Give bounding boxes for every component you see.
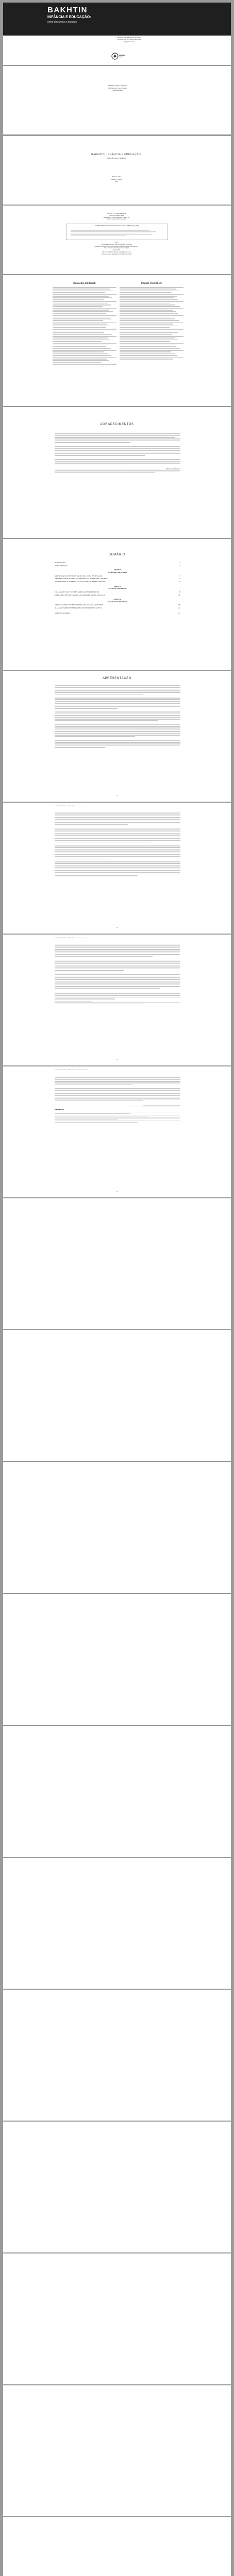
footnote — [55, 1001, 180, 1004]
toc-entry[interactable] — [55, 578, 180, 580]
toc-entry-page: 85 — [178, 590, 180, 593]
page-number: 11 — [116, 794, 118, 796]
toc-part-title: INFÂNCIAS E PRÁTICAS — [108, 600, 127, 603]
blank-page — [3, 2517, 231, 2576]
toc-entry[interactable] — [55, 612, 180, 615]
blank-page — [3, 1330, 231, 1461]
toc-entry[interactable] — [55, 575, 180, 578]
toc-entry[interactable] — [55, 604, 180, 606]
blank-page — [3, 1198, 231, 1329]
book-subtitle: entre discursos e práticas — [107, 157, 126, 159]
reference-item — [55, 1117, 180, 1120]
copyright-line: Diagramação e Capa: Designers da Editora CRV — [103, 216, 130, 218]
cover-subtitle-2: entre discursos e práticas — [47, 21, 77, 24]
editorial-council-title: Conselho Editorial: — [73, 282, 96, 285]
editorial-council — [53, 282, 116, 367]
toc-part-label: PARTE III — [113, 598, 122, 601]
copyright-foot-line: Proibida a reprodução parcial ou total desta obra sem autorização da Editora CRV — [94, 245, 139, 247]
copyright-foot-line: 2016 — [115, 242, 118, 243]
copyright-foot — [70, 242, 163, 256]
reference-item — [55, 1115, 180, 1117]
toc-part — [55, 569, 180, 573]
toc-entry-page: 17 — [178, 574, 180, 577]
toc-entry-page: 41 — [178, 578, 180, 580]
toc-entry-page: 107 — [178, 594, 180, 596]
page-body — [55, 943, 180, 1005]
toc-entry-page: 11 — [178, 562, 180, 564]
half-title-line: Willington da Costa Pinheiro — [108, 87, 127, 89]
blank-page — [3, 1462, 231, 1593]
copyright-line: Copyright © da Editora CRV Ltda. — [107, 213, 126, 214]
cover-editors — [104, 37, 155, 43]
toc-entry-title: A INFÂNCIA E OS SENTIDOS DO ATO DE LER NA INSTITUIÇÃO — [55, 574, 103, 577]
reference-item — [55, 1121, 180, 1123]
author-block — [55, 1105, 180, 1107]
running-head: BAKHTIN, INFÂNCIA E EDUCAÇÃO: entre discursos e práticas — [55, 1069, 88, 1071]
blank-page — [3, 1594, 231, 1725]
copyright-foot-line: Foi feito o depósito legal conf. Lei 10.994 de 14/12/2004 — [101, 243, 132, 245]
page-number: 13 — [116, 1058, 118, 1060]
blank-page — [3, 1990, 231, 2121]
page-body — [55, 811, 180, 877]
toc-entry-page: 151 — [178, 607, 180, 609]
toc-entry-title: A LINGUAGEM DO SUJEITO-CRIANÇA NA EDUCAÇÃO INFANTIL — [55, 604, 104, 606]
toc-title: SUMÁRIO — [108, 553, 126, 556]
blank-page — [3, 2253, 231, 2384]
copyright-foot-line: Tel.: (41) 3039-6418 - E-mail: sac@editoracrv.com.br — [102, 251, 131, 253]
book-page — [3, 935, 231, 1065]
half-title-line: Michelle Araujo de Oliveira — [108, 84, 127, 87]
toc-entry-title: CRIANÇAS E SUAS ESCRITAS: AS RELAÇÕES DIALÓGICAS — [55, 590, 99, 593]
toc-part — [55, 598, 180, 603]
book-page — [3, 803, 231, 934]
presentation-page — [3, 671, 231, 802]
half-title-page — [3, 66, 231, 134]
publisher-logo-icon — [110, 52, 126, 60]
cip-box — [66, 224, 168, 240]
page-body — [55, 1075, 180, 1124]
imprint-year: 2016 — [114, 180, 119, 183]
toc-list — [55, 562, 180, 615]
copyright-head — [70, 213, 163, 221]
imprint-place: Curitiba - Brasil — [111, 178, 122, 180]
cip-title: DADOS INTERNACIONAIS DE CATALOGAÇÃO NA PUBLICAÇÃO (CIP) — [95, 225, 139, 227]
toc-entry[interactable] — [55, 591, 180, 594]
scientific-committee-title: Comitê Científico: — [141, 282, 162, 285]
blank-page — [3, 2385, 231, 2516]
toc-part-label: PARTE I — [114, 569, 121, 571]
toc-entry[interactable] — [55, 607, 180, 609]
imprint-publisher: Editora CRV — [112, 176, 121, 178]
cover-page — [3, 3, 231, 65]
toc-entry[interactable] — [55, 581, 180, 583]
acknowledgements-signature — [137, 468, 180, 470]
toc-entry-title: O DISCURSO DO PROFESSOR E A ALTERIDADE NA SALA DE AULA — [55, 594, 105, 596]
toc-entry-title: ARQUITETÔNICA DA ENUNCIAÇÃO NAS PRÁTICAS DISCURSIVAS — [55, 581, 105, 583]
toc-entry-title: INTRODUÇÃO — [55, 562, 66, 564]
scientific-committee-list — [120, 287, 183, 360]
half-title-block — [91, 84, 144, 92]
copyright-page — [3, 206, 231, 274]
cover-title: BAKHTIN — [47, 6, 88, 14]
references-title: Referências — [55, 1108, 64, 1111]
cover-editor: WILLINGTON DA COSTA PINHEIRO — [117, 38, 142, 41]
book-title: BAKHTIN, INFÂNCIA E EDUCAÇÃO: — [91, 153, 142, 156]
toc-entry[interactable] — [55, 562, 180, 564]
toc-part — [55, 585, 180, 590]
presentation-title: APRESENTAÇÃO — [102, 677, 132, 680]
toc-entry-page: 173 — [178, 612, 180, 615]
cover-band — [3, 3, 231, 36]
cover-editor: (Organizadores) — [124, 40, 135, 43]
copyright-foot-line: Todos os direitos desta edição reservados pela: — [104, 247, 129, 249]
toc-entry[interactable] — [55, 594, 180, 597]
copyright-foot-line: Conheça os nossos lançamentos: www.editoracrv.com.br — [101, 253, 132, 255]
toc-entry-title: A ESCRITA COMO RESPOSTA: EXPERIÊNCIAS DE LEITURA E ESCRITA — [55, 578, 108, 580]
running-head: BAKHTIN, INFÂNCIA E EDUCAÇÃO: entre discursos e práticas — [55, 805, 88, 807]
toc-part-label: PARTE II — [114, 585, 121, 587]
toc-entry-title: SOBRE OS AUTORES — [55, 612, 71, 615]
acknowledgements-title: AGRADECIMENTOS — [100, 423, 134, 426]
cover-subtitle: INFÂNCIA E EDUCAÇÃO: — [47, 15, 91, 19]
acknowledgements-page — [3, 407, 231, 538]
table-of-contents-page — [3, 539, 231, 670]
editorial-council-list — [53, 287, 116, 366]
toc-entry-title: APRESENTAÇÃO — [55, 564, 68, 567]
copyright-foot-line: Editora CRV — [113, 249, 120, 251]
cover-editor: MICHELLE MASSONI DE OLIVEIRA — [117, 37, 141, 39]
running-head: BAKHTIN, INFÂNCIA E EDUCAÇÃO: entre discursos e práticas — [55, 937, 88, 939]
toc-entry-page: 129 — [178, 604, 180, 606]
scientific-committee — [120, 282, 183, 360]
toc-part-title: ESCOLA E DISCURSOS — [108, 587, 127, 590]
reference-item — [55, 1112, 180, 1114]
signature-line: Michelle e Willington — [166, 468, 180, 470]
imprint — [80, 176, 153, 183]
title-page — [3, 136, 231, 205]
toc-entry[interactable] — [55, 565, 180, 567]
page-number: 14 — [116, 1190, 118, 1192]
toc-entry-page: 63 — [178, 581, 180, 583]
presentation-body — [55, 684, 180, 749]
blank-page — [3, 2122, 231, 2252]
book-page — [3, 1066, 231, 1197]
half-title-line: (Organizadores) — [112, 89, 123, 92]
councils-page — [3, 275, 231, 406]
copyright-line: Revisão: Analista de Escrita e Artes — [107, 218, 126, 221]
toc-part-title: INFÂNCIA E ARTE-VIDA — [108, 571, 127, 573]
blank-page — [3, 1858, 231, 1989]
page-number: 12 — [116, 926, 118, 928]
copyright-line: Editor-chefe: Railson Moura — [109, 214, 124, 216]
toc-entry-page: 13 — [178, 564, 180, 567]
toc-entry-title: DIÁLOGOS SOBRE INFÂNCIAS EM CONTEXTOS EDUCATIVOS — [55, 607, 102, 609]
blank-page — [3, 1726, 231, 1857]
